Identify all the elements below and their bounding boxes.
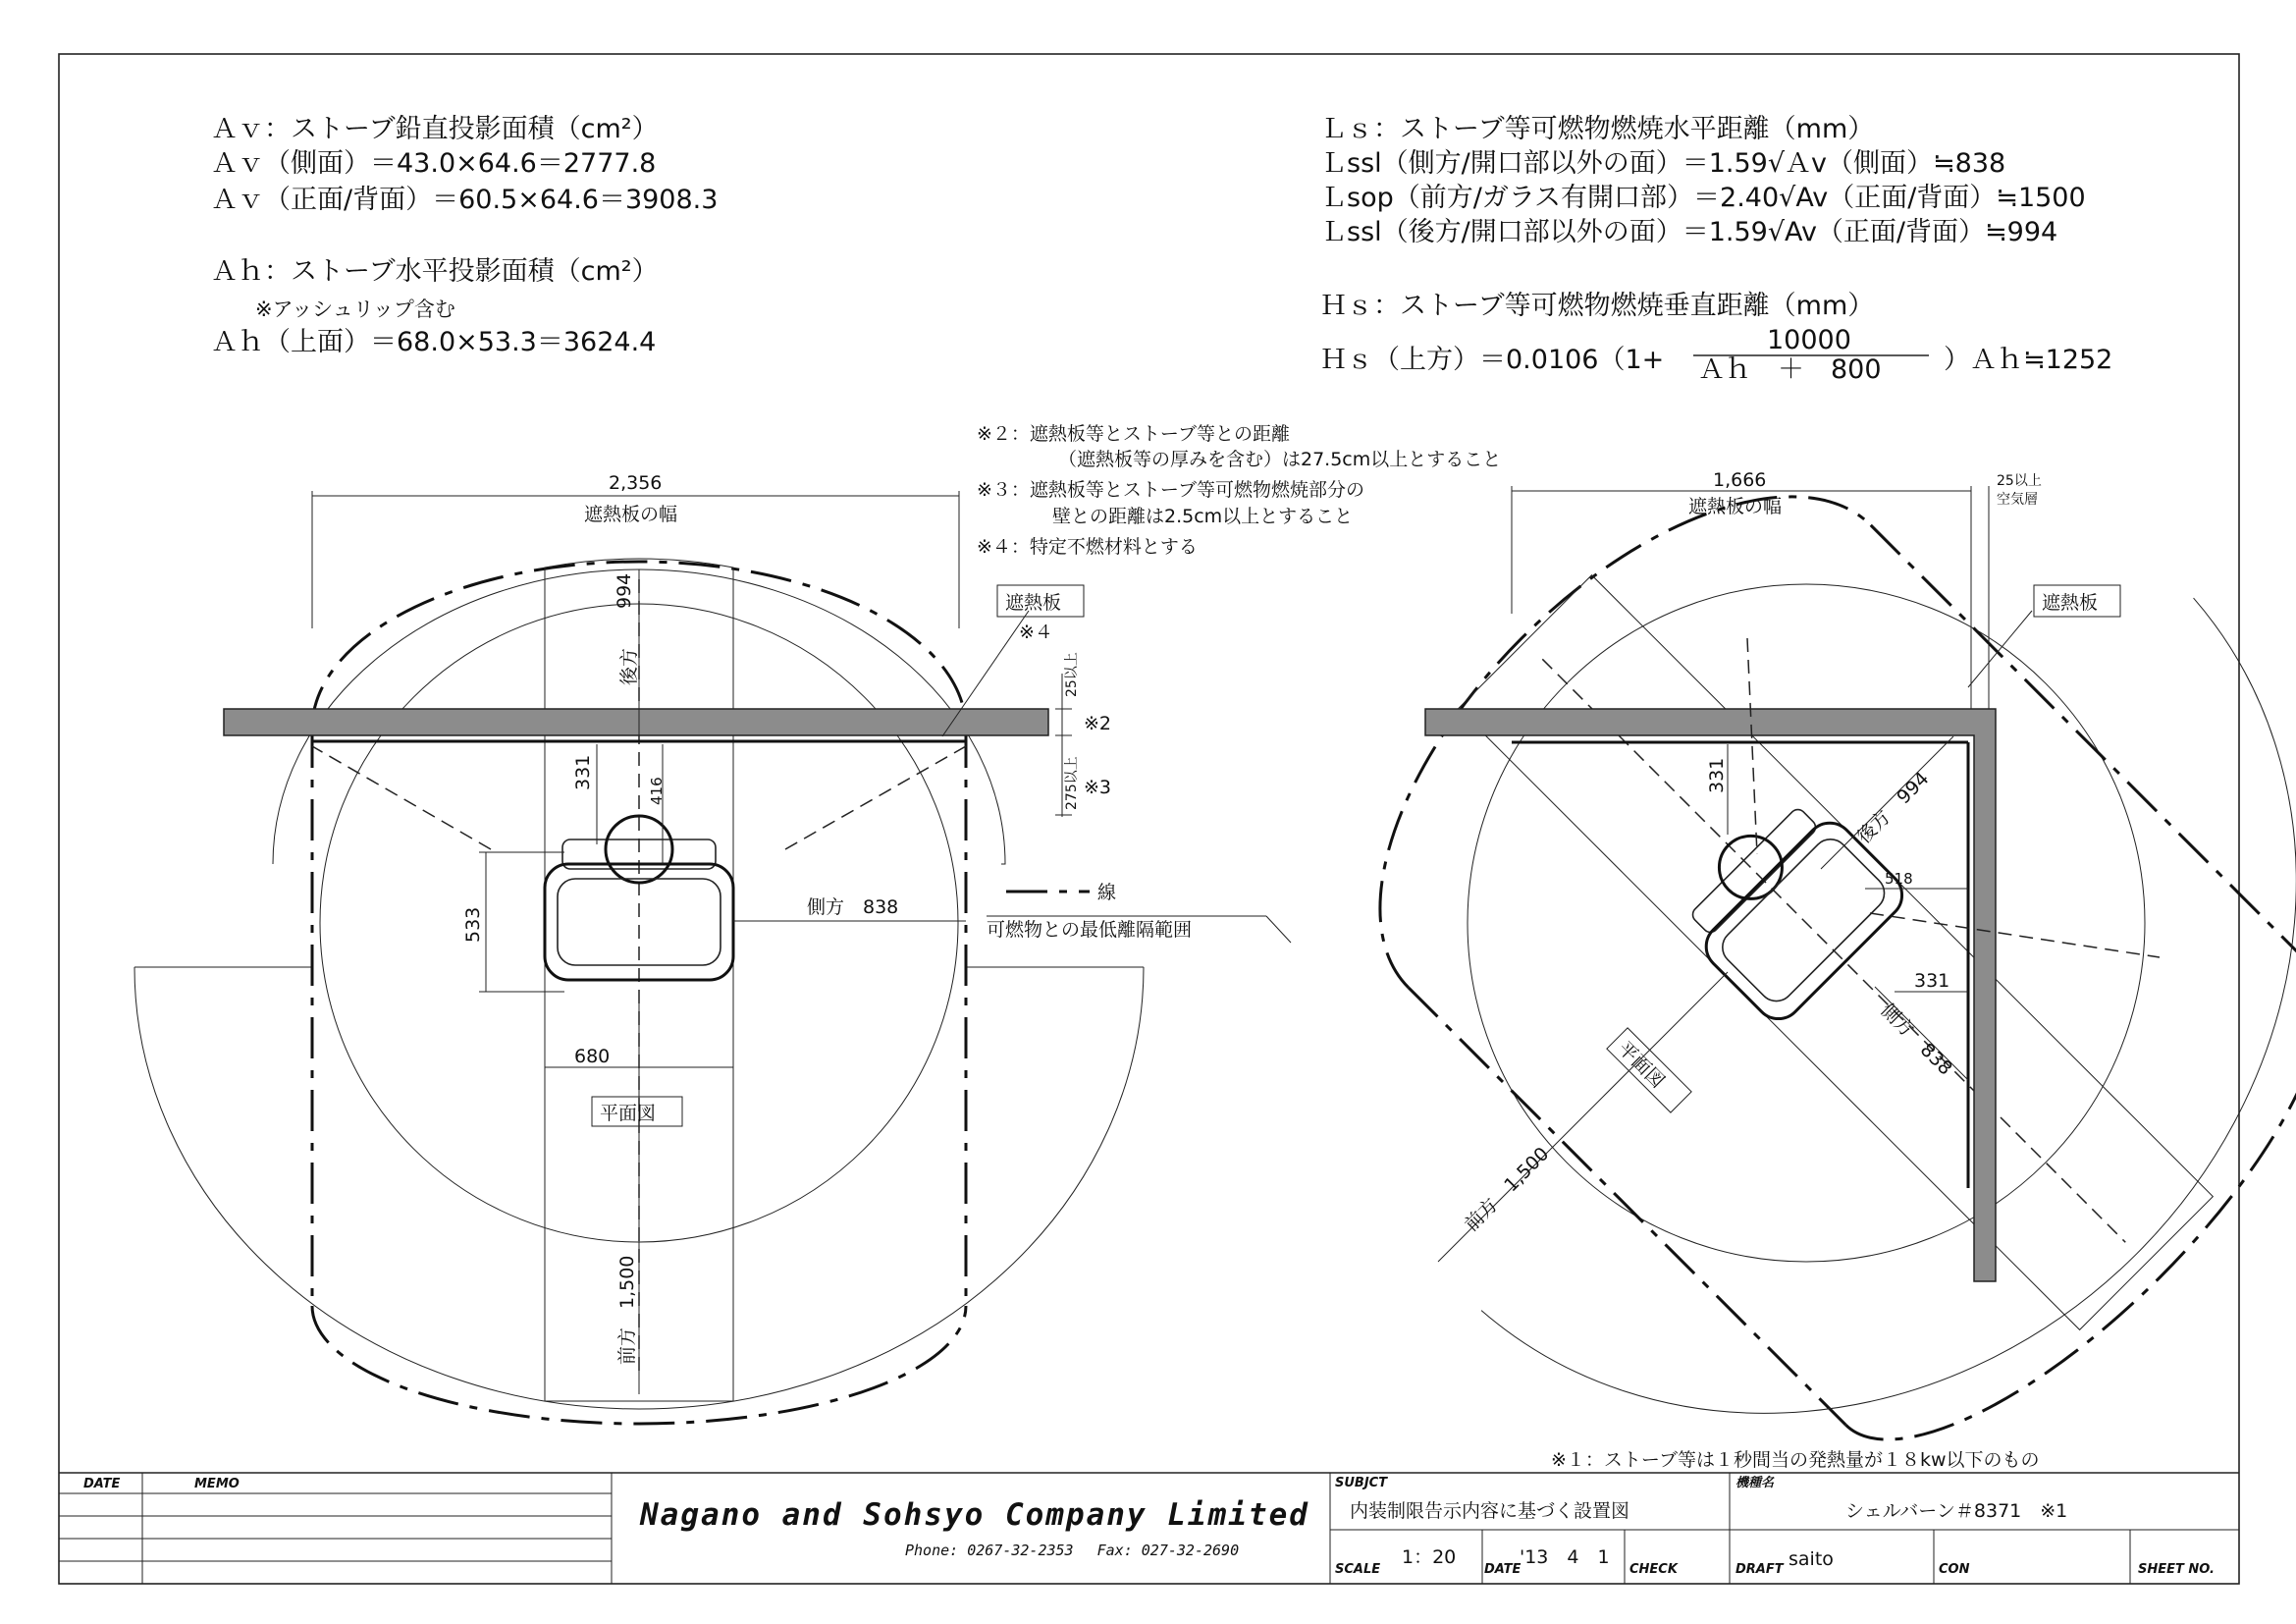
ah-title: Ａｈ：ストーブ水平投影面積（cm²） <box>211 256 659 287</box>
perp-side-r <box>1870 913 2160 957</box>
d331a-value: 331 <box>1706 757 1728 793</box>
note-3-line1: ※３：遮熱板等とストーブ等可燃物燃焼部分の <box>977 479 1364 501</box>
ah-note: ※アッシュリップ含む <box>255 298 455 321</box>
view-label: 平面図 <box>600 1103 657 1124</box>
note-1: ※１：ストーブ等は１秒間当の発熱量が１８kw以下のもの <box>1551 1449 2040 1471</box>
note2-mark: ※2 <box>1084 713 1112 734</box>
side-text-r: 側方 838 <box>1876 999 1956 1080</box>
note-4: ※４：特定不燃材料とする <box>977 536 1198 558</box>
back-label: 後方 <box>618 647 640 685</box>
tb-subject: 内装制限告示内容に基づく設置図 <box>1350 1500 1630 1522</box>
note3-mark: ※3 <box>1084 777 1112 798</box>
note-3-line2: 壁との距離は2.5cm以上とすること <box>1052 506 1354 527</box>
width-value: 2,356 <box>609 472 663 494</box>
back-text-r: 後方 994 <box>1852 768 1934 848</box>
tb-date2-header: DATE <box>1484 1562 1522 1577</box>
tb-subject-header: SUBJCT <box>1335 1476 1388 1490</box>
notes <box>977 423 2040 1471</box>
company-name: Nagano and Sohsyo Company Limited <box>640 1497 1309 1533</box>
lssl-back: Ｌssl（後方/開口部以外の面）＝1.59√Av（正面/背面）≒994 <box>1320 217 2058 247</box>
view-label-group-r <box>1607 1028 1691 1112</box>
av-title: Ａｖ：ストーブ鉛直投影面積（cm²） <box>211 114 659 144</box>
shield-label: 遮熱板 <box>1005 592 1062 614</box>
formulas-left <box>211 114 718 357</box>
tb-model: シェルバーン＃8371 ※1 <box>1845 1500 2068 1522</box>
d533-value: 533 <box>462 906 484 943</box>
view-label-r: 平面図 <box>1613 1037 1669 1093</box>
av-side: Ａｖ（側面）＝43.0×64.6＝2777.8 <box>211 148 657 179</box>
tb-check-header: CHECK <box>1629 1562 1678 1577</box>
tb-model-header: 機種名 <box>1735 1476 1775 1490</box>
d680-value: 680 <box>574 1046 611 1067</box>
clearance-right-line-r <box>1871 525 2296 962</box>
hs-denominator: Ａｈ ＋ 800 <box>1698 354 1882 385</box>
stove-flue-collar-r <box>1689 806 1819 936</box>
hs-prefix: Ｈｓ（上方）＝0.0106（1+ <box>1320 345 1665 375</box>
front-text-r: 前方 1,500 <box>1460 1143 1554 1236</box>
clear25-value: 25以上 <box>1064 652 1080 697</box>
shield-note: ※４ <box>1019 622 1053 643</box>
tb-memo-header: MEMO <box>194 1477 240 1491</box>
diag-right <box>785 746 966 849</box>
d331-value: 331 <box>572 754 594 790</box>
company-phone: Phone: 0267-32-2353 Fax: 027-32-2690 <box>905 1542 1240 1559</box>
tb-date2: '13 4 1 <box>1520 1546 1610 1568</box>
width-label: 遮熱板の幅 <box>584 504 678 525</box>
legend-range-label: 可燃物との最低離隔範囲 <box>987 919 1193 941</box>
tb-draft: saito <box>1789 1548 1834 1570</box>
tb-con-header: CON <box>1939 1562 1970 1577</box>
shield-label-r: 遮熱板 <box>2042 592 2099 614</box>
lssl-side: Ｌssl（側方/開口部以外の面）＝1.59√Ａv（側面）≒838 <box>1320 148 2006 179</box>
note-2-line1: ※２：遮熱板等とストーブ等との距離 <box>977 423 1290 445</box>
width-label-r: 遮熱板の幅 <box>1688 496 1783 517</box>
tb-draft-header: DRAFT <box>1735 1562 1784 1577</box>
tb-date-header: DATE <box>83 1477 121 1491</box>
heat-shield-left <box>224 709 1048 735</box>
ls-title: Ｌｓ：ストーブ等可燃物燃焼水平距離（mm） <box>1320 114 1875 144</box>
hs-title: Ｈｓ：ストーブ等可燃物燃焼垂直距離（mm） <box>1320 291 1875 321</box>
clear275-value: 275以上 <box>1064 756 1080 810</box>
tb-scale: 1：20 <box>1402 1546 1457 1568</box>
d518-value: 518 <box>1885 870 1913 888</box>
plan-left <box>134 472 1144 1424</box>
lsop-front: Ｌsop（前方/ガラス有開口部）＝2.40√Av（正面/背面）≒1500 <box>1320 183 2086 213</box>
tb-scale-header: SCALE <box>1335 1562 1381 1577</box>
note-2-line2: （遮熱板等の厚みを含む）は27.5cm以上とすること <box>1058 449 1502 470</box>
legend-leader-tail <box>1266 916 1291 943</box>
title-block <box>59 1473 2239 1584</box>
d416-value: 416 <box>648 777 666 805</box>
legend-line-label: 線 <box>1097 882 1117 903</box>
air-label: 空気層 <box>1997 492 2038 508</box>
legend <box>987 882 1291 943</box>
perp-back-r <box>1747 638 1757 854</box>
diag-left <box>312 746 491 849</box>
air-value: 25以上 <box>1997 473 2042 489</box>
front-text: 前方 1,500 <box>616 1255 638 1365</box>
formulas-right <box>1320 114 2112 385</box>
hs-numerator: 10000 <box>1767 325 1851 355</box>
hs-suffix: ）Ａｈ≒1252 <box>1944 345 2113 375</box>
back-value: 994 <box>614 572 635 609</box>
width-value-r: 1,666 <box>1713 469 1767 491</box>
av-front: Ａｖ（正面/背面）＝60.5×64.6＝3908.3 <box>211 185 719 215</box>
ah-top: Ａｈ（上面）＝68.0×53.3＝3624.4 <box>211 327 657 357</box>
d331b-value: 331 <box>1914 970 1950 992</box>
tb-sheet-header: SHEET NO. <box>2138 1562 2215 1577</box>
side-text: 側方 838 <box>807 896 899 918</box>
shield-leader-r <box>1968 611 2032 687</box>
